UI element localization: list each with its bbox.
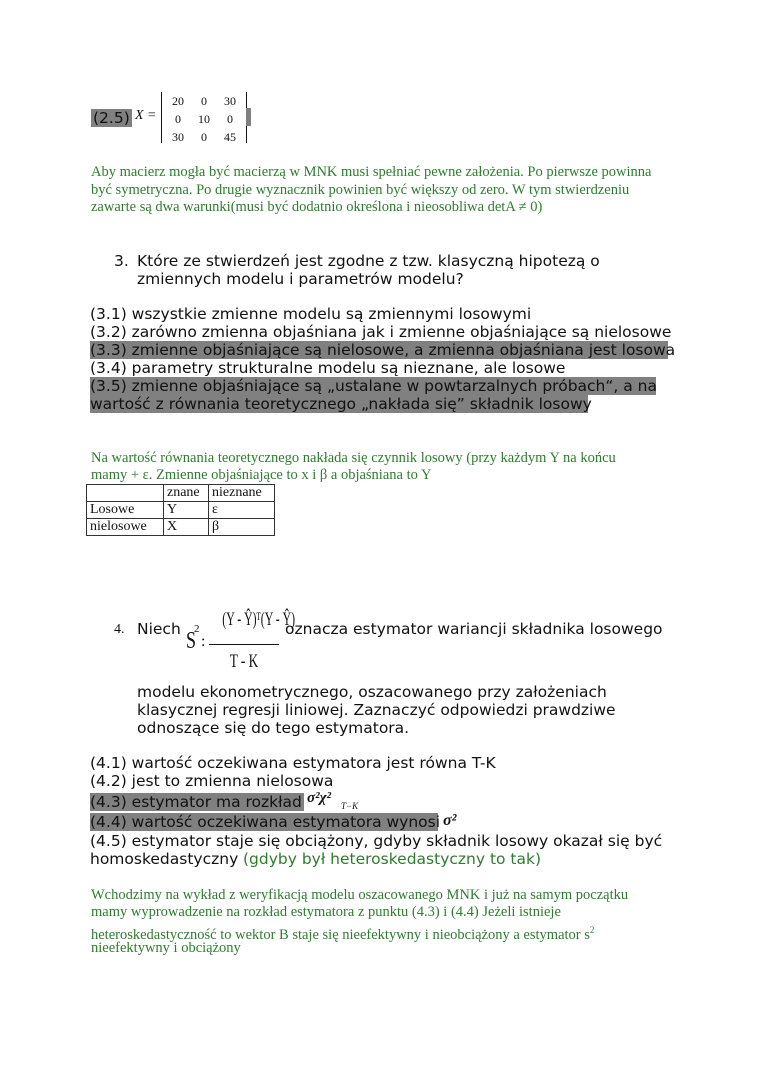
estimator-fraction	[209, 596, 296, 679]
matrix-cell: 30	[172, 130, 184, 144]
question-number-3: 3.	[114, 252, 129, 270]
estimator-s: S	[186, 628, 197, 654]
table-cell: β	[209, 519, 275, 536]
matrix-cell: 0	[201, 130, 207, 144]
question-4-body-line3: odnoszące się do tego estymatora.	[137, 719, 410, 737]
matrix-variable: X =	[135, 108, 157, 123]
matrix-cell: 20	[172, 94, 184, 108]
option-4-3-math: σ²χ²	[307, 790, 332, 806]
matrix-cell: 45	[224, 130, 236, 144]
matrix-row	[165, 110, 243, 128]
option-4-4-math: σ²	[443, 812, 457, 829]
option-3-5-continued: wartość z równania teoretycznego „nakłada się” składnik losowy	[90, 395, 592, 413]
table-cell: ε	[209, 502, 275, 519]
question-number-4: 4.	[114, 622, 125, 637]
note-lecture-line4: nieefektywny i obciążony	[91, 940, 241, 956]
estimator-colon: :	[201, 633, 206, 650]
table-cell: nieznane	[209, 485, 275, 502]
note-lecture-superscript: 2	[589, 925, 595, 935]
question-3-text-line1: Które ze stwierdzeń jest zgodne z tzw. klasyczną hipotezą o	[137, 252, 600, 270]
table-header-row	[87, 485, 275, 502]
note-lecture-line2: mamy wyprowadzenie na rozkład estymatora z punktu (4.3) i (4.4) Jeżeli istnieje	[91, 904, 561, 920]
option-3-4: (3.4) parametry strukturalne modelu są nieznane, ale losowe	[90, 359, 566, 377]
option-4-2: (4.2) jest to zmienna nielosowa	[90, 772, 334, 790]
note-matrix-conditions: Aby macierz mogła być macierzą w MNK musi spełniać pewne założenia. Po pierwsze powinna być symetryczna. Po drugie wyznacznik powinien być większy od zero. W tym stwierdzeniu zawarte są dwa warunki(musi być dodatnio określona i nieosobliwa detA ≠ 0)	[91, 164, 652, 215]
note-random-component-line2: mamy + ε. Zmienne objaśniające to x i β a objaśniana to Y	[91, 467, 432, 483]
matrix-cell: 0	[201, 94, 207, 108]
matrix-row	[165, 92, 243, 110]
option-4-4-highlighted: (4.4) wartość oczekiwana estymatora wynosi	[90, 813, 441, 831]
matrix-row	[165, 128, 243, 146]
table-cell: nielosowe	[87, 519, 164, 536]
table-cell: X	[164, 519, 209, 536]
table-cell: Y	[164, 502, 209, 519]
option-4-5-line2: homoskedastyczny	[90, 850, 239, 868]
matrix-cell: 30	[224, 94, 236, 108]
note-random-component-line1: Na wartość równania teoretycznego nakłada się czynnik losowy (przy każdym Y na końcu	[91, 450, 616, 466]
option-4-3-highlighted: (4.3) estymator ma rozkład	[90, 793, 304, 811]
table-row	[87, 519, 275, 536]
option-3-1: (3.1) wszystkie zmienne modelu są zmiennymi losowymi	[90, 305, 532, 323]
variables-table	[86, 484, 275, 536]
option-4-5-green-comment: (gdyby był heteroskedastyczny to tak)	[243, 850, 542, 868]
question-4-niech: Niech	[137, 620, 181, 638]
option-3-3-highlighted: (3.3) zmienne objaśniające są nielosowe, a zmienna objaśniana jest losowa	[90, 341, 676, 359]
table-row	[87, 502, 275, 519]
option-3-2: (3.2) zarówno zmienna objaśniana jak i zmienne objaśniające są nielosowe	[90, 323, 672, 341]
question-3-text-line2: zmiennych modelu i parametrów modelu?	[137, 270, 464, 288]
note-lecture-line1: Wchodzimy na wykład z weryfikacją modelu oszacowanego MNK i już na samym początku	[91, 887, 629, 903]
question-label-2-5: (2.5)	[93, 109, 130, 127]
question-4-body-line1: modelu ekonometrycznego, oszacowanego przy założeniach	[137, 683, 607, 701]
option-3-5-highlighted: (3.5) zmienne objaśniające są „ustalane w powtarzalnych próbach“, a na	[90, 377, 658, 395]
option-4-3-math-subscript: T−K	[341, 801, 359, 811]
option-4-5-line1: (4.5) estymator staje się obciążony, gdyby składnik losowy okazał się być	[90, 832, 663, 850]
matrix-cell: 0	[227, 112, 233, 126]
table-cell: znane	[164, 485, 209, 502]
option-4-1: (4.1) wartość oczekiwana estymatora jest równa T-K	[90, 754, 496, 772]
table-cell: Losowe	[87, 502, 164, 519]
matrix-x	[161, 92, 247, 143]
question-4-body-line2: klasycznej regresji liniowej. Zaznaczyć odpowiedzi prawdziwe	[137, 701, 616, 719]
question-4-text-after: oznacza estymator wariancji składnika losowego	[285, 620, 663, 638]
note-lecture-line3-text: heteroskedastyczność to wektor B staje się nieefektywny i nieobciążony a estymator s	[91, 926, 590, 943]
estimator-s-superscript: 2	[194, 623, 200, 635]
fraction-denominator: T - K	[229, 651, 259, 672]
table-cell	[87, 485, 164, 502]
highlight-mark	[246, 108, 251, 126]
fraction-numerator: (Y - Ŷ)ᵀ(Y - Ŷ)	[222, 609, 296, 630]
matrix-cell: 0	[175, 112, 181, 126]
matrix-cell: 10	[198, 112, 210, 126]
